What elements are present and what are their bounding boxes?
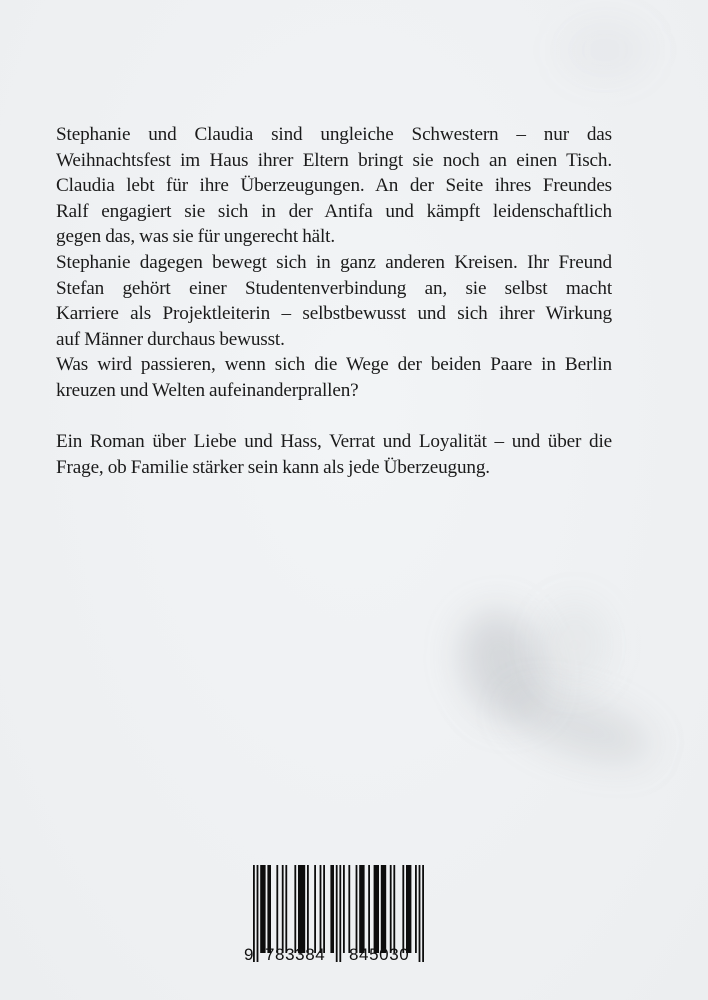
blurb-line: Was wird passieren, wenn sich die Wege der beiden Paare in Berlin <box>56 354 612 376</box>
blurb-line: Frage, ob Familie stärker sein kann als jede Überzeugung. <box>56 456 490 478</box>
background-shadow <box>540 600 610 690</box>
blurb-line: Stefan gehört einer Studentenverbindung an, sie selbst macht <box>56 277 612 299</box>
blurb-line: Stephanie und Claudia sind ungleiche Schwestern – nur das <box>56 124 612 145</box>
blurb-line: Weihnachtsfest im Haus ihrer Eltern bringt sie noch an einen Tisch. <box>56 149 612 171</box>
background-shadow <box>560 20 650 80</box>
blurb-line: kreuzen und Welten aufeinanderprallen? <box>56 379 359 401</box>
blurb-line: Stephanie dagegen bewegt sich in ganz anderen Kreisen. Ihr Freund <box>56 251 612 273</box>
blurb-line: Claudia lebt für ihre Überzeugungen. An der Seite ihres Freundes <box>56 175 612 197</box>
blurb-line: Ralf engagiert sie sich in der Antifa und kämpft leidenschaftlich <box>56 200 612 222</box>
blurb-line: gegen das, was sie für ungerecht hält. <box>56 226 336 248</box>
background-shadow <box>451 603 552 727</box>
blurb-line: Karriere als Projektleiterin – selbstbewusst und sich ihrer Wirkung <box>56 303 612 325</box>
barcode-digit-first: 9 <box>244 945 255 964</box>
paragraph-gap <box>56 404 612 430</box>
barcode-digits-right: 845030 <box>349 945 410 964</box>
background-shadow <box>500 678 660 777</box>
blurb-line: auf Männer durchaus bewusst. <box>56 328 285 350</box>
isbn-barcode <box>240 860 430 970</box>
barcode-digits-left: 783384 <box>265 945 326 964</box>
blurb-line: Ein Roman über Liebe und Hass, Verrat und Loyalität – und über die <box>56 431 612 453</box>
blurb-text <box>56 122 612 480</box>
